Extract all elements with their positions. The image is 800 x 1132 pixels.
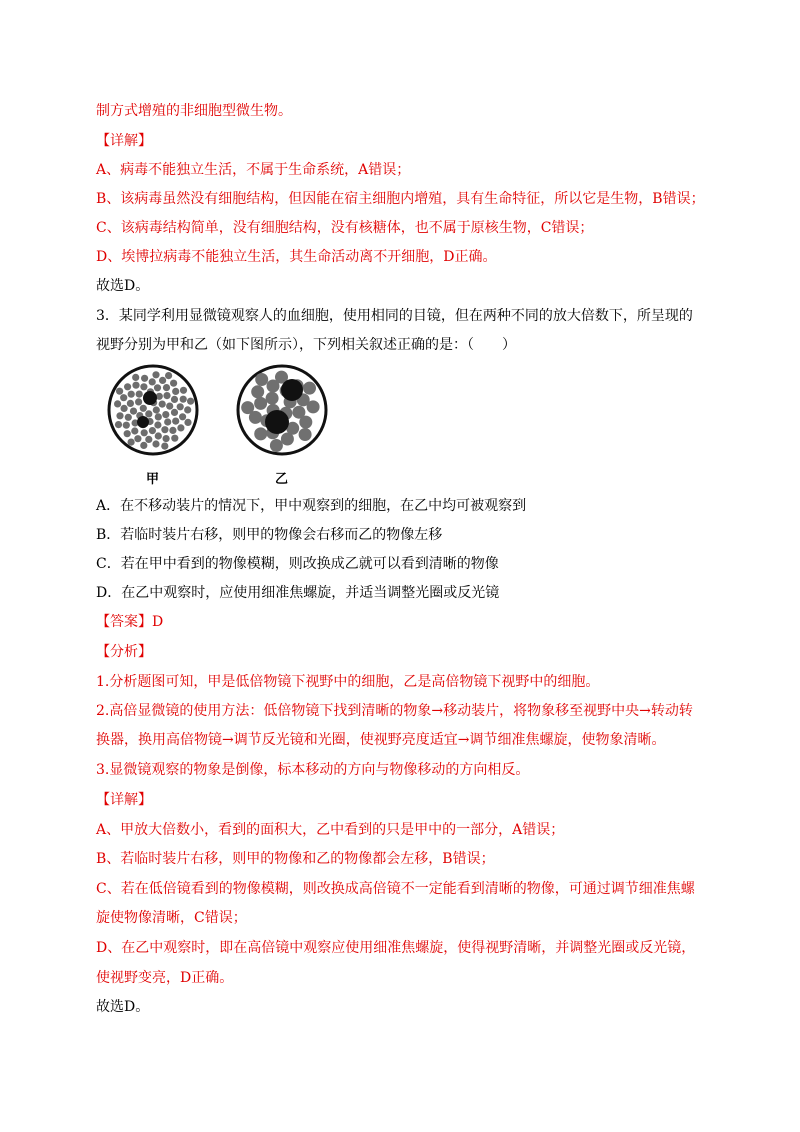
red-blood-cell xyxy=(163,435,170,442)
option-c: C．若在甲中看到的物像模糊，则改换成乙就可以看到清晰的物像 xyxy=(96,556,499,572)
red-blood-cell xyxy=(116,412,123,419)
red-blood-cell xyxy=(255,373,268,386)
text-line: B、该病毒虽然没有细胞结构，但因能在宿主细胞内增殖，具有生命特征，所以它是生物，B错误； xyxy=(96,191,705,207)
red-blood-cell xyxy=(161,443,168,450)
red-blood-cell xyxy=(180,396,187,403)
text-line: B、若临时装片右移，则甲的物像和乙的物像都会左移，B错误； xyxy=(96,851,495,867)
red-blood-cell xyxy=(128,439,135,446)
red-blood-cell xyxy=(141,375,148,382)
red-blood-cell xyxy=(140,405,147,412)
text-line: 【详解】 xyxy=(96,133,152,149)
white-blood-cell xyxy=(265,410,289,434)
option-a: A．在不移动装片的情况下，甲中观察到的细胞，在乙中均可被观察到 xyxy=(96,498,527,514)
red-blood-cell xyxy=(170,380,177,387)
red-blood-cell xyxy=(154,384,161,391)
red-blood-cell xyxy=(270,439,283,452)
red-blood-cell xyxy=(307,400,320,413)
red-blood-cell xyxy=(254,427,267,440)
red-blood-cell xyxy=(134,435,141,442)
red-blood-cell xyxy=(172,388,179,395)
text-line: 故选D。 xyxy=(96,278,150,294)
red-blood-cell xyxy=(145,410,152,417)
question-line: 3．某同学利用显微镜观察人的血细胞，使用相同的目镜，但在两种不同的放大倍数下，所呈现的 xyxy=(96,308,693,324)
red-blood-cell xyxy=(299,416,312,429)
red-blood-cell xyxy=(166,403,173,410)
red-blood-cell xyxy=(184,406,191,413)
text-line: 换器，换用高倍物镜→调节反光镜和光圈，使视野亮度适宜→调节细准焦螺旋，使物象清晰。 xyxy=(96,732,666,748)
red-blood-cell xyxy=(153,406,160,413)
red-blood-cell xyxy=(281,433,294,446)
white-blood-cell xyxy=(143,391,157,405)
red-blood-cell xyxy=(125,414,132,421)
red-blood-cell xyxy=(152,440,159,447)
red-blood-cell xyxy=(154,421,161,428)
text-line: A、病毒不能独立生活，不属于生命系统，A错误； xyxy=(96,162,411,178)
text-line: A、甲放大倍数小，看到的面积大，乙中看到的只是甲中的一部分，A错误； xyxy=(96,822,565,838)
red-blood-cell xyxy=(149,378,156,385)
red-blood-cell xyxy=(136,391,143,398)
red-blood-cell xyxy=(120,394,127,401)
red-blood-cell xyxy=(127,400,134,407)
red-blood-cell xyxy=(155,432,162,439)
option-b: B．若临时装片右移，则甲的物像会右移而乙的物像左移 xyxy=(96,527,443,543)
red-blood-cell xyxy=(159,401,166,408)
red-blood-cell xyxy=(132,382,139,389)
red-blood-cell xyxy=(159,377,166,384)
red-blood-cell xyxy=(132,374,139,381)
text-line: D、在乙中观察时，即在高倍镜中观察应使用细准焦螺旋，使得视野清晰，并调整光圈或反光镜， xyxy=(96,940,696,956)
text-line: 制方式增殖的非细胞型微生物。 xyxy=(96,103,292,119)
red-blood-cell xyxy=(180,387,187,394)
red-blood-cell xyxy=(171,396,178,403)
red-blood-cell xyxy=(124,430,131,437)
red-blood-cell xyxy=(140,442,147,449)
red-blood-cell xyxy=(115,421,122,428)
red-blood-cell xyxy=(164,418,171,425)
red-blood-cell xyxy=(169,427,176,434)
option-d: D．在乙中观察时，应使用细准焦螺旋，并适当调整光圈或反光镜 xyxy=(96,585,500,601)
red-blood-cell xyxy=(172,418,179,425)
red-blood-cell xyxy=(128,391,135,398)
red-blood-cell xyxy=(140,383,147,390)
red-blood-cell xyxy=(171,435,178,442)
red-blood-cell xyxy=(141,429,148,436)
text-line: C、该病毒结构简单，没有细胞结构，没有核糖体，也不属于原核生物，C错误； xyxy=(96,220,594,236)
microscope-figure xyxy=(96,362,356,492)
red-blood-cell xyxy=(165,372,172,379)
white-blood-cell xyxy=(137,416,149,428)
red-blood-cell xyxy=(135,398,142,405)
text-line: 3.显微镜观察的物象是倒像，标本移动的方向与物像移动的方向相反。 xyxy=(96,762,530,778)
red-blood-cell xyxy=(177,424,184,431)
text-line: 故选D。 xyxy=(96,999,150,1015)
red-blood-cell xyxy=(155,413,162,420)
question-line: 视野分别为甲和乙（如下图所示），下列相关叙述正确的是：（ ） xyxy=(96,337,516,353)
red-blood-cell xyxy=(116,388,123,395)
red-blood-cell xyxy=(179,413,186,420)
red-blood-cell xyxy=(184,419,191,426)
red-blood-cell xyxy=(177,403,184,410)
red-blood-cell xyxy=(161,426,168,433)
red-blood-cell xyxy=(124,383,131,390)
field-left-label: 甲 xyxy=(146,472,160,487)
text-line: C、若在低倍镜看到的物像模糊，则改换成高倍镜不一定能看到清晰的物像，可通过调节细准焦螺 xyxy=(96,881,695,897)
microscope-fields-illustration xyxy=(96,362,356,492)
text-line: 1.分析题图可知，甲是低倍物镜下视野中的细胞，乙是高倍物镜下视野中的细胞。 xyxy=(96,674,600,690)
red-blood-cell xyxy=(241,401,254,414)
red-blood-cell xyxy=(163,392,170,399)
red-blood-cell xyxy=(187,398,194,405)
red-blood-cell xyxy=(145,436,152,443)
text-line: 旋使物像清晰，C错误； xyxy=(96,910,247,926)
red-blood-cell xyxy=(121,405,128,412)
red-blood-cell xyxy=(123,422,130,429)
field-right-label: 乙 xyxy=(275,472,289,487)
section-heading: 【详解】 xyxy=(96,792,152,808)
white-blood-cell xyxy=(281,379,303,401)
red-blood-cell xyxy=(303,382,316,395)
red-blood-cell xyxy=(254,397,267,410)
red-blood-cell xyxy=(299,428,312,441)
text-line: D、埃博拉病毒不能独立生活，其生命活动离不开细胞，D正确。 xyxy=(96,249,497,265)
red-blood-cell xyxy=(266,392,279,405)
section-heading: 【分析】 xyxy=(96,644,152,660)
red-blood-cell xyxy=(171,409,178,416)
red-blood-cell xyxy=(149,427,156,434)
red-blood-cell xyxy=(163,384,170,391)
red-blood-cell xyxy=(251,385,264,398)
red-blood-cell xyxy=(131,427,138,434)
red-blood-cell xyxy=(162,411,169,418)
text-line: 使视野变亮，D正确。 xyxy=(96,970,234,986)
red-blood-cell xyxy=(114,400,121,407)
red-blood-cell xyxy=(130,408,137,415)
answer-line: 【答案】D xyxy=(96,614,164,630)
red-blood-cell xyxy=(152,371,159,378)
text-line: 2.高倍显微镜的使用方法：低倍物镜下找到清晰的物象→移动装片，将物象移至视野中央→转动转 xyxy=(96,703,693,719)
